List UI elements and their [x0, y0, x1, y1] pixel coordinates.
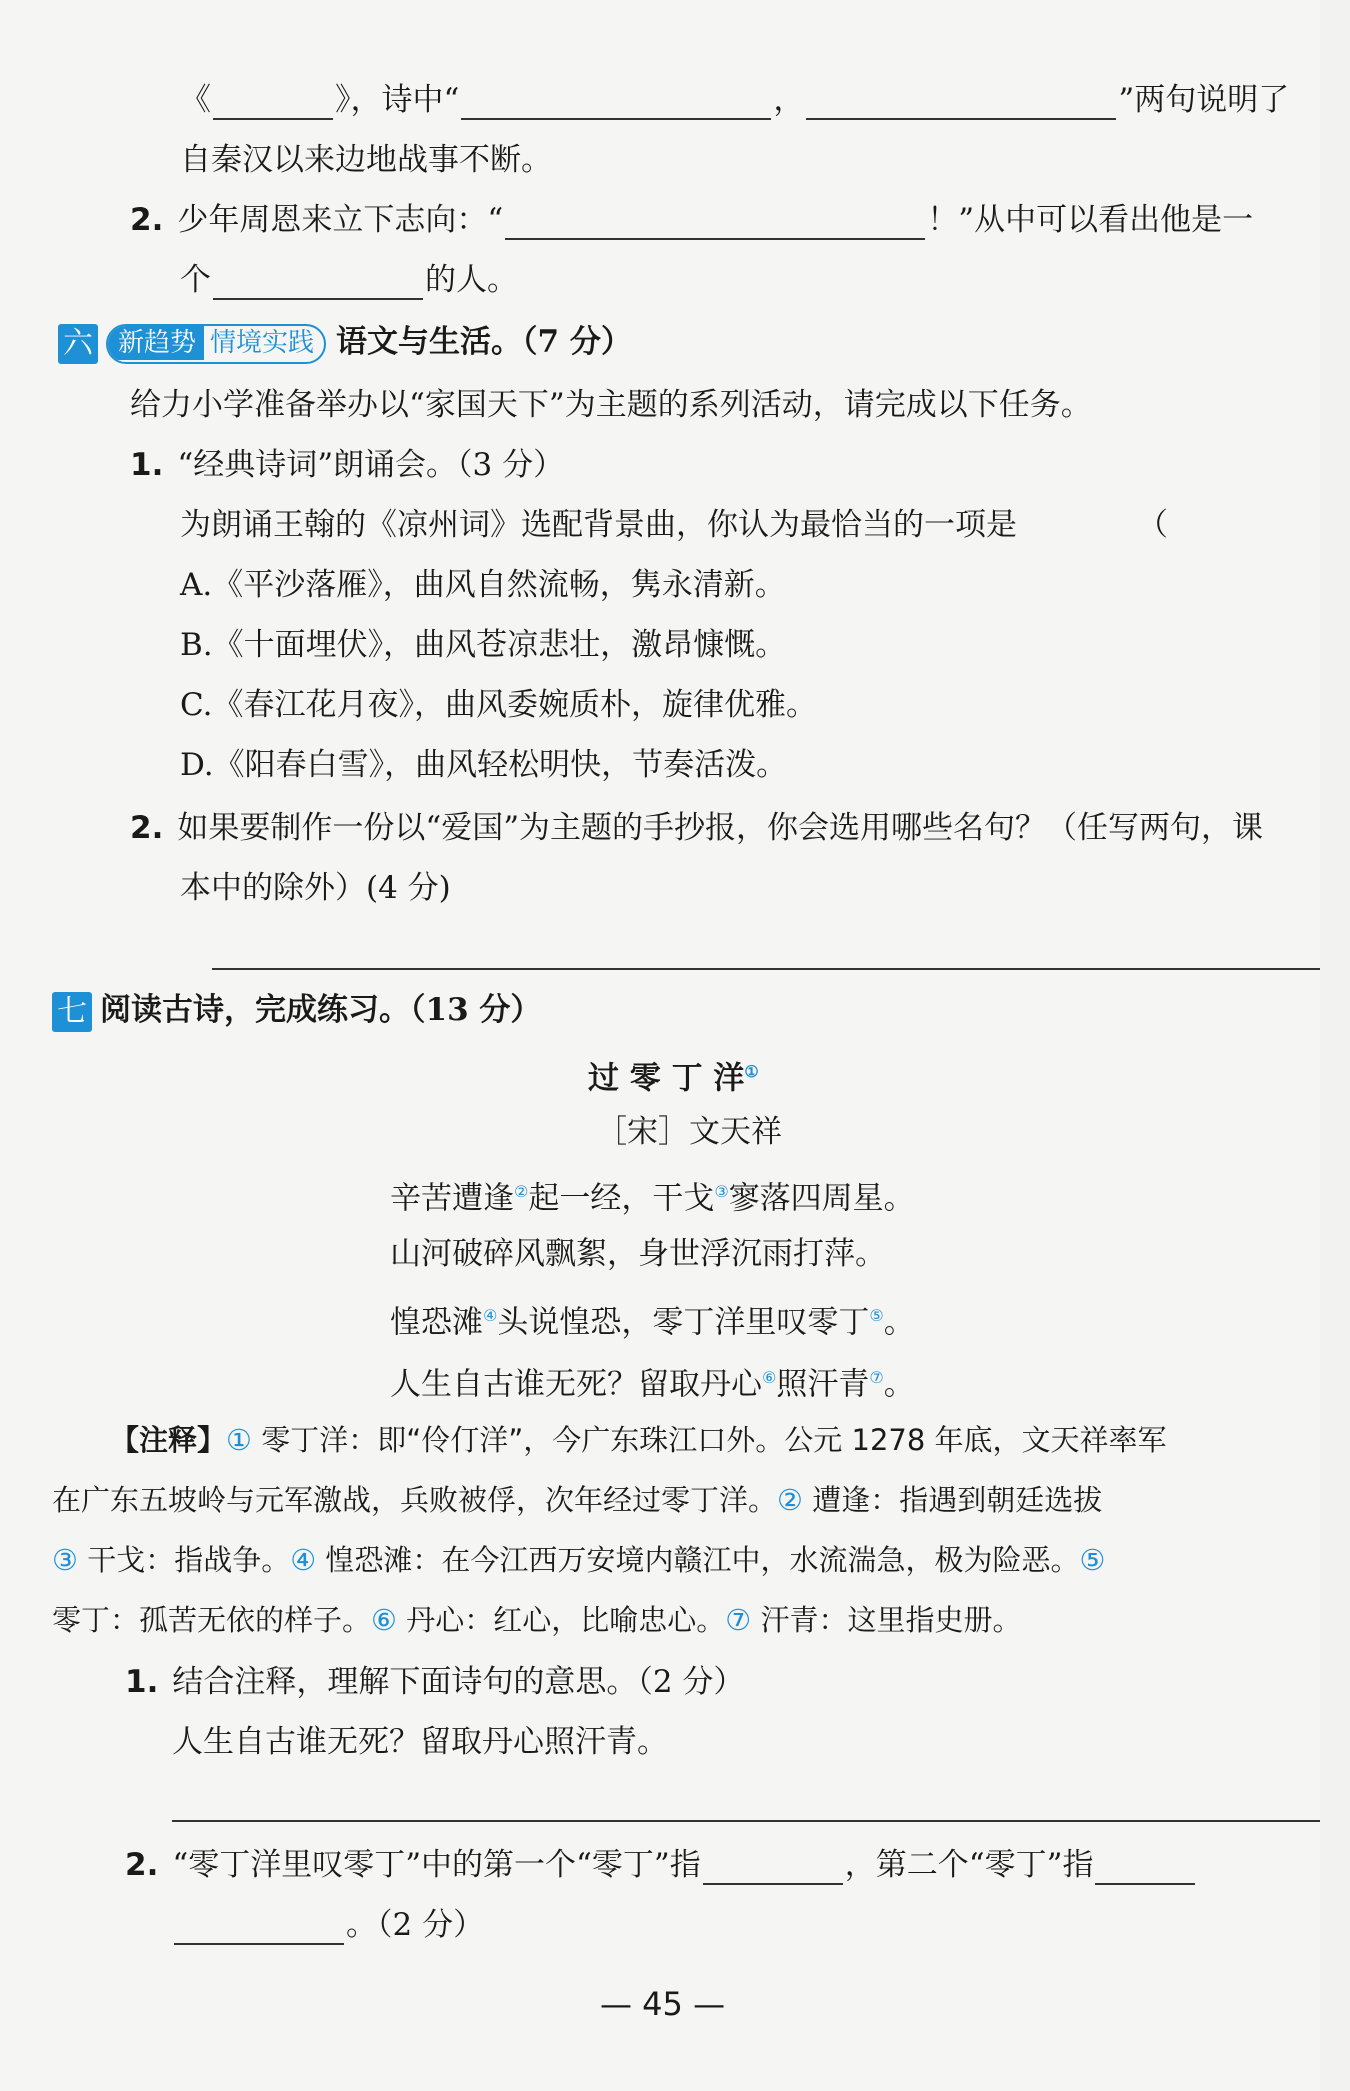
text: 丹心：红心，比喻忠心。: [397, 1603, 726, 1637]
note-mark: ①: [226, 1423, 253, 1457]
text: 在广东五坡岭与元军激战，兵败被俘，次年经过零丁洋。: [52, 1483, 778, 1517]
note-mark: ①: [744, 1062, 759, 1081]
text: 惶恐滩: [390, 1304, 483, 1341]
poem-author: ［宋］文天祥: [596, 1114, 782, 1150]
option-d[interactable]: D.《阳春白雪》，曲风轻松明快，节奏活泼。: [180, 747, 788, 783]
section-7-q2-cont: [172, 1905, 484, 1945]
notes-line-2: [52, 1480, 1102, 1520]
answer-blank[interactable]: [461, 88, 771, 120]
note-mark: ②: [777, 1483, 804, 1517]
note-mark: ⑥: [371, 1603, 398, 1637]
text: 零丁：孤苦无依的样子。: [52, 1603, 372, 1637]
text: 零丁洋：即“伶仃洋”，今广东珠江口外。公元 1278 年底，文天祥率军: [252, 1423, 1167, 1457]
question-number: 1.: [130, 447, 164, 483]
text: 寥落四周星。: [728, 1180, 915, 1217]
answer-line[interactable]: [212, 968, 1320, 970]
note-mark: ⑦: [869, 1368, 884, 1387]
section-6-q2: [130, 808, 1263, 848]
text: 头说惶恐，零丁洋里叹零丁: [497, 1304, 870, 1341]
poem-line-4: [390, 1358, 915, 1404]
notes-line-3: [52, 1540, 1105, 1580]
question-number: 1.: [125, 1664, 159, 1700]
trend-left: 新趋势: [108, 326, 204, 360]
text: 起一经，干戈: [528, 1180, 715, 1217]
question-number: 2.: [125, 1847, 159, 1883]
note-mark: ④: [290, 1543, 317, 1577]
note-mark: ③: [714, 1182, 729, 1201]
text: ，第二个“零丁”指: [844, 1847, 1094, 1883]
text: 为朗诵王翰的《凉州词》选配背景曲，你认为最恰当的一项是: [180, 507, 1017, 543]
top-line-2: 自秦汉以来边地战事不断。: [180, 142, 552, 178]
section-6-badge: 六: [58, 324, 98, 364]
text: 辛苦遭逢: [390, 1180, 514, 1217]
text: “经典诗词”朗诵会。（3 分）: [177, 447, 565, 483]
text: 人生自古谁无死？留取丹心: [390, 1366, 762, 1403]
top-question-2-cont: [180, 260, 518, 300]
trend-right: 情境实践: [210, 327, 315, 358]
notes-line-1: [110, 1420, 1167, 1460]
notes-label: 【注释】: [110, 1423, 227, 1457]
section-7-header: [52, 990, 541, 1032]
text: 》，诗中“: [335, 82, 460, 118]
answer-blank[interactable]: [505, 208, 925, 240]
text: 过 零 丁 洋: [588, 1060, 745, 1097]
text: 。: [883, 1304, 915, 1341]
section-6-q1-text: [180, 505, 1168, 545]
text: 个: [180, 262, 211, 298]
option-b[interactable]: B.《十面埋伏》，曲风苍凉悲壮，激昂慷慨。: [180, 627, 787, 663]
option-c[interactable]: C.《春江花月夜》，曲风委婉质朴，旋律优雅。: [180, 687, 817, 723]
text: 结合注释，理解下面诗句的意思。（2 分）: [172, 1664, 745, 1700]
answer-paren[interactable]: （: [1137, 507, 1168, 543]
poem-line-2: [390, 1234, 886, 1274]
section-6-header: [58, 322, 632, 364]
note-mark: ⑥: [762, 1368, 777, 1387]
notes-line-4: [52, 1600, 1021, 1640]
answer-blank[interactable]: [174, 1913, 344, 1945]
page-number: — 45 —: [600, 1985, 726, 2023]
note-mark: ③: [52, 1543, 78, 1577]
answer-blank[interactable]: [703, 1853, 843, 1885]
section-7-q1-line: 人生自古谁无死？留取丹心照汗青。: [172, 1724, 668, 1760]
section-6-title: 语文与生活。（7 分）: [336, 324, 632, 360]
answer-blank[interactable]: [213, 268, 423, 300]
note-mark: ⑤: [869, 1306, 884, 1325]
poem-line-1: [390, 1172, 915, 1218]
poem-title: [588, 1052, 759, 1098]
section-7-badge: 七: [52, 992, 92, 1032]
answer-blank[interactable]: [806, 88, 1116, 120]
option-a[interactable]: A.《平沙落雁》，曲风自然流畅，隽永清新。: [180, 567, 786, 603]
text: 汗青：这里指史册。: [751, 1603, 1022, 1637]
section-7-title: 阅读古诗，完成练习。（13 分）: [100, 992, 542, 1028]
note-mark: ④: [483, 1306, 498, 1325]
section-6-q1: [130, 445, 564, 485]
text: “零丁洋里叹零丁”中的第一个“零丁”指: [172, 1847, 701, 1883]
text: 的人。: [425, 262, 518, 298]
text: 山河破碎风飘絮，身世浮沉雨打萍。: [390, 1236, 886, 1272]
text: 惶恐滩：在今江西万安境内赣江中，水流湍急，极为险恶。: [316, 1543, 1080, 1577]
answer-blank[interactable]: [213, 88, 333, 120]
note-mark: ②: [514, 1182, 529, 1201]
poem-line-3: [390, 1296, 915, 1342]
text: ，: [773, 82, 805, 118]
answer-blank[interactable]: [1095, 1853, 1195, 1885]
text: 。（2 分）: [346, 1907, 485, 1943]
text: 干戈：指战争。: [78, 1543, 291, 1577]
section-6-q2-cont: 本中的除外）(4 分): [180, 870, 451, 906]
text: 如果要制作一份以“爱国”为主题的手抄报，你会选用哪些名句？（任写两句，课: [177, 810, 1264, 846]
top-line-1: [180, 80, 1289, 120]
section-7-q1: [125, 1662, 744, 1702]
text: 《: [180, 82, 211, 118]
text: 。: [883, 1366, 915, 1403]
note-mark: ⑦: [725, 1603, 752, 1637]
section-7-q2: [125, 1845, 1197, 1885]
text: 少年周恩来立下志向：“: [177, 202, 504, 238]
text: 照汗青: [776, 1366, 870, 1403]
text: ！”从中可以看出他是一: [927, 202, 1254, 238]
note-mark: ⑤: [1079, 1543, 1106, 1577]
text: ”两句说明了: [1118, 82, 1290, 118]
answer-line[interactable]: [172, 1820, 1320, 1822]
question-number: 2.: [130, 202, 164, 238]
top-question-2: [130, 200, 1253, 240]
new-trend-tag: [106, 324, 326, 364]
text: 遭逢：指遇到朝廷选拔: [803, 1483, 1103, 1517]
section-6-intro: 给力小学准备举办以“家国天下”为主题的系列活动，请完成以下任务。: [130, 387, 1092, 423]
question-number: 2.: [130, 810, 164, 846]
